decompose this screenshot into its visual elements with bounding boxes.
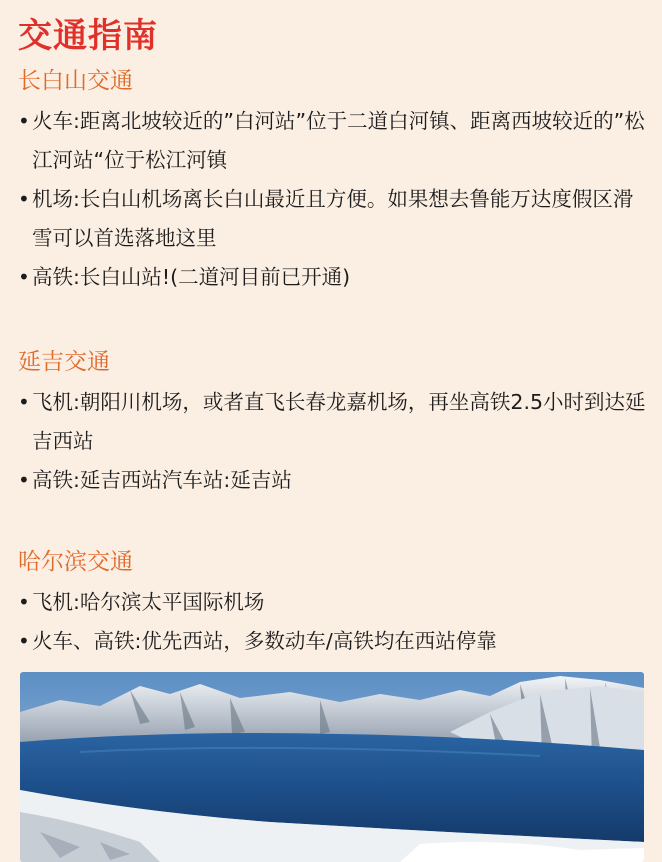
list-item-text: 火车、高铁:优先西站，多数动车/高铁均在西站停靠 bbox=[32, 629, 497, 653]
section-heading: 长白山交通 bbox=[18, 68, 133, 94]
bullet: • bbox=[18, 390, 30, 414]
page-title: 交通指南 bbox=[18, 16, 158, 56]
section-yanji-transport bbox=[18, 345, 650, 500]
bullet: • bbox=[18, 265, 30, 289]
list-item-text: 机场:长白山机场离长白山最近且方便。如果想去鲁能万达度假区滑雪可以首选落地这里 bbox=[32, 187, 634, 250]
list-item-text: 高铁:延吉西站汽车站:延吉站 bbox=[32, 468, 292, 492]
list-item-text: 飞机:哈尔滨太平国际机场 bbox=[32, 590, 265, 614]
bullet: • bbox=[18, 109, 30, 133]
section-heading: 延吉交通 bbox=[18, 349, 110, 375]
list-item-text: 飞机:朝阳川机场，或者直飞长春龙嘉机场，再坐高铁2.5小时到达延吉西站 bbox=[32, 390, 646, 453]
section-harbin-transport bbox=[18, 545, 650, 661]
list-item bbox=[18, 258, 650, 297]
list-item bbox=[18, 383, 650, 461]
list-item bbox=[18, 622, 650, 661]
crater-lake-photo bbox=[20, 672, 644, 862]
section-heading: 哈尔滨交通 bbox=[18, 549, 133, 575]
bullet: • bbox=[18, 629, 30, 653]
list-item bbox=[18, 461, 650, 500]
section-changbaishan-transport bbox=[18, 64, 650, 297]
bullet: • bbox=[18, 187, 30, 211]
list-item-text: 火车:距离北坡较近的”白河站”位于二道白河镇、距离西坡较近的”松江河站“位于松江河镇 bbox=[32, 109, 645, 172]
bullet: • bbox=[18, 590, 30, 614]
list-item-text: 高铁:长白山站!(二道河目前已开通) bbox=[32, 265, 351, 289]
list-item bbox=[18, 583, 650, 622]
list-item bbox=[18, 102, 650, 180]
list-item bbox=[18, 180, 650, 258]
bullet: • bbox=[18, 468, 30, 492]
